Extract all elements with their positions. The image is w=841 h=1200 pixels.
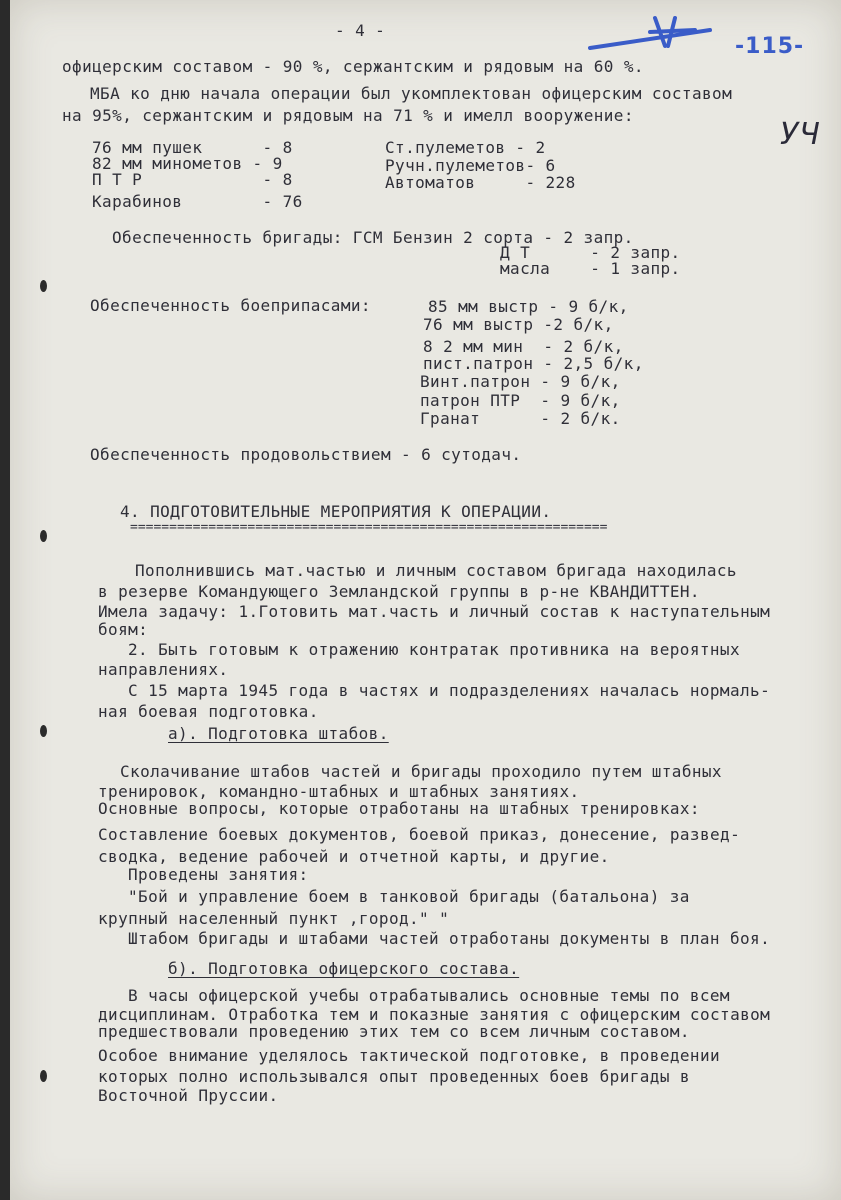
subsection-title: б). Подготовка офицерского состава. <box>168 959 520 978</box>
weapon-item: Ручн.пулеметов- 6 <box>385 156 556 175</box>
text-line: тренировок, командно-штабных и штабных занятиях. <box>98 782 580 801</box>
text-line: на 95%, сержантским и рядовым на 71 % и имелл вооружение: <box>62 106 634 125</box>
text-line: МБА ко дню начала операции был укомплектован офицерским составом <box>90 84 733 103</box>
text-line: Штабом бригады и штабами частей отработаны документы в план боя. <box>128 929 771 948</box>
fuel-supply-line: Обеспеченность бригады: ГСМ Бензин 2 сорта - 2 запр. <box>112 228 634 247</box>
binding-hole <box>40 530 47 542</box>
text-line: Пополнившись мат.частью и личным составом бригада находилась <box>135 561 737 580</box>
text-line: в резерве Командующего Земландской группы в р-не КВАНДИТТЕН. <box>98 582 700 601</box>
text-line: ная боевая подготовка. <box>98 702 319 721</box>
archive-mark: УЧ <box>780 117 821 152</box>
binding-hole <box>40 725 47 737</box>
weapon-item: 82 мм минометов - 9 <box>92 154 283 173</box>
text-line: Основные вопросы, которые отработаны на штабных тренировках: <box>98 799 700 818</box>
ammo-item: 76 мм выстр -2 б/к, <box>423 315 614 334</box>
document-page <box>10 0 841 1200</box>
fuel-supply-line: Д Т - 2 запр. <box>500 243 681 262</box>
ammo-label: Обеспеченность боеприпасами: <box>90 296 371 315</box>
ammo-item: Винт.патрон - 9 б/к, <box>420 372 621 391</box>
weapon-item: П Т Р - 8 <box>92 170 293 189</box>
archive-strike-mark <box>570 8 750 58</box>
section-title: 4. ПОДГОТОВИТЕЛЬНЫЕ МЕРОПРИЯТИЯ К ОПЕРАЦИИ. <box>120 502 552 521</box>
page-number: - 4 - <box>335 21 386 40</box>
text-line: Составление боевых документов, боевой приказ, донесение, развед- <box>98 825 741 844</box>
text-line: Проведены занятия: <box>128 865 309 884</box>
text-line: направлениях. <box>98 660 229 679</box>
text-line: предшествовали проведению этих тем со всем личным составом. <box>98 1022 690 1041</box>
text-line: Особое внимание уделялось тактической подготовке, в проведении <box>98 1046 721 1065</box>
ammo-item: пист.патрон - 2,5 б/к, <box>423 354 644 373</box>
text-line: крупный населенный пункт ,город." " <box>98 909 450 928</box>
text-line: сводка, ведение рабочей и отчетной карты, и другие. <box>98 847 610 866</box>
text-line: С 15 марта 1945 года в частях и подразделениях началась нормаль- <box>128 681 771 700</box>
text-line: В часы офицерской учебы отрабатывались основные темы по всем <box>128 986 730 1005</box>
food-supply-line: Обеспеченность продовольствием - 6 сутодач. <box>90 445 522 464</box>
archive-number: -115- <box>735 34 805 59</box>
text-line: Имела задачу: 1.Готовить мат.часть и личный состав к наступательным <box>98 602 771 621</box>
subsection-title: а). Подготовка штабов. <box>168 724 389 743</box>
ammo-item: 8 2 мм мин - 2 б/к, <box>423 337 624 356</box>
text-line: 2. Быть готовым к отражению контратак противника на вероятных <box>128 640 741 659</box>
weapon-item: Автоматов - 228 <box>385 173 576 192</box>
fuel-supply-line: масла - 1 запр. <box>500 259 681 278</box>
text-line: боям: <box>98 620 149 639</box>
section-title-underline: ============================================================= <box>130 520 608 535</box>
weapon-item: Карабинов - 76 <box>92 192 303 211</box>
text-line: Восточной Пруссии. <box>98 1086 279 1105</box>
text-line: которых полно использывался опыт проведенных боев бригады в <box>98 1067 690 1086</box>
binding-hole <box>40 1070 47 1082</box>
weapon-item: 76 мм пушек - 8 <box>92 138 293 157</box>
text-line: Сколачивание штабов частей и бригады проходило путем штабных <box>120 762 722 781</box>
text-line: "Бой и управление боем в танковой бригады (батальона) за <box>128 887 690 906</box>
binding-hole <box>40 280 47 292</box>
ammo-item: Гранат - 2 б/к. <box>420 409 621 428</box>
ammo-item: 85 мм выстр - 9 б/к, <box>428 297 629 316</box>
text-line: дисциплинам. Отработка тем и показные занятия с офицерским составом <box>98 1005 771 1024</box>
text-line: офицерским составом - 90 %, сержантским и рядовым на 60 %. <box>62 57 644 76</box>
weapon-item: Ст.пулеметов - 2 <box>385 138 546 157</box>
ammo-item: патрон ПТР - 9 б/к, <box>420 391 621 410</box>
